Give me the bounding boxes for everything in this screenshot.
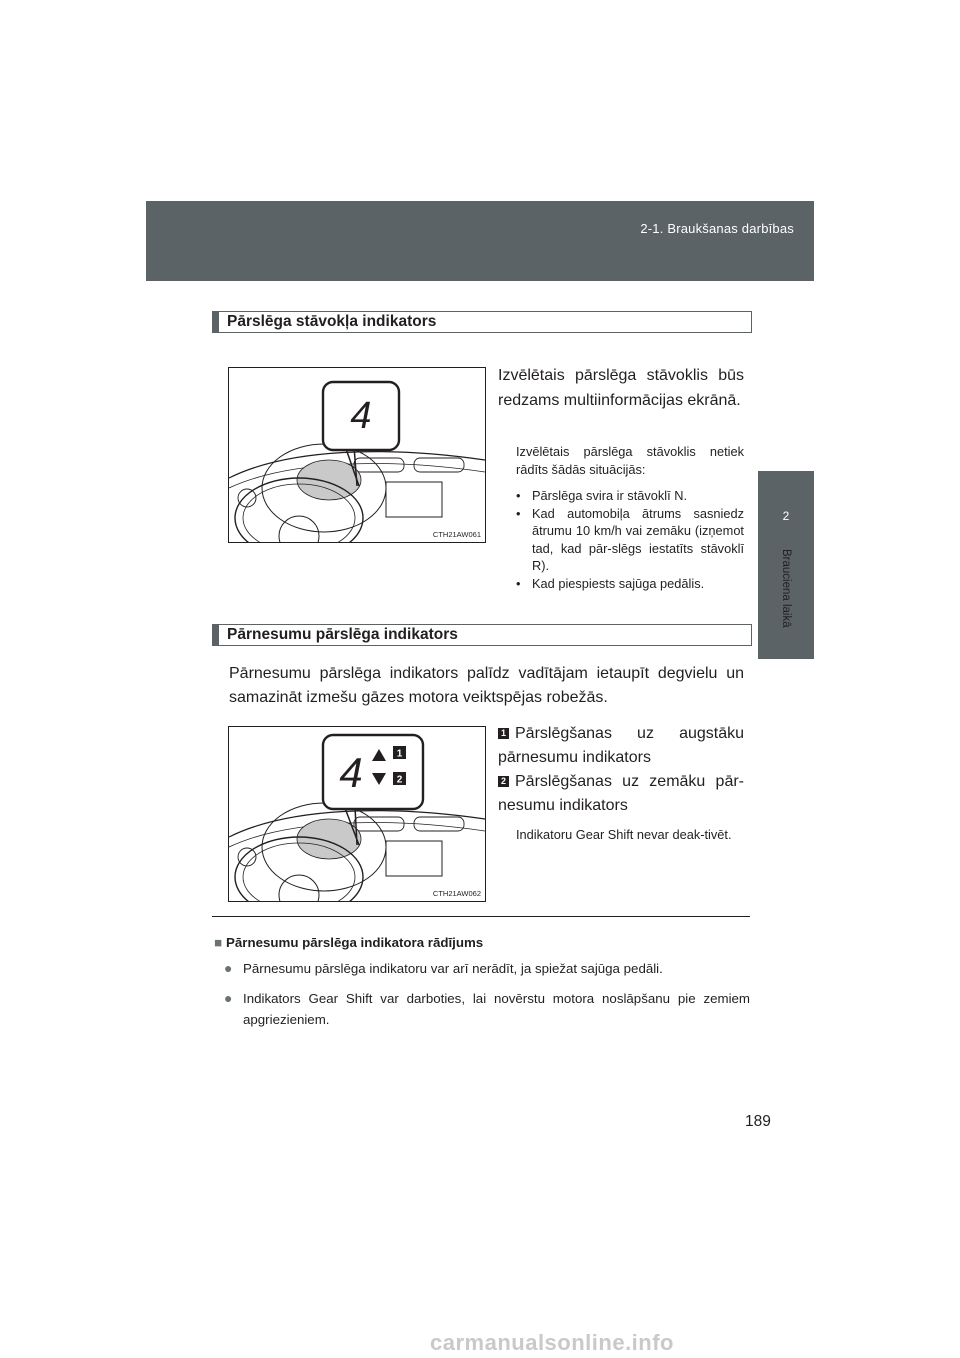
indicator-item-2: 2 Pārslēgšanas uz zemāku pār-nesumu indikators [498, 773, 744, 814]
condition-list [516, 487, 744, 592]
section2-intro: Pārnesumu pārslēga indikators palīdz vadītājam ietaupīt degvielu un samazināt izmešu gāzes motora veiktspējas robežās. [229, 665, 744, 706]
section1-intro: Izvēlētais pārslēga stāvoklis būs redzams multiinformācijas ekrānā. [498, 367, 744, 409]
item-number: 2 [498, 776, 509, 787]
callout-digit: 4 [350, 395, 372, 437]
figure-gear-shift [228, 726, 486, 902]
watermark: carmanualsonline.info [430, 1330, 674, 1355]
footnote-item: ● Indikators Gear Shift var darboties, lai novērstu motora noslāpšanu pie zemiem apgriezieniem. [224, 990, 750, 1027]
header-band [146, 201, 814, 281]
circle-bullet-icon: ● [224, 990, 233, 1006]
dashboard-illustration [229, 727, 485, 901]
section-title-bar-2 [212, 624, 752, 646]
section2-note: Indikatoru Gear Shift nevar deak-tivēt. [516, 827, 732, 842]
footnote-item: ● Pārnesumu pārslēga indikatoru var arī nerādīt, ja spiežat sajūga pedāli. [224, 958, 750, 979]
figure-code: CTH21AW062 [432, 889, 481, 898]
chapter-label: Braucienа laikā [780, 549, 792, 628]
breadcrumb: 2-1. Braukšanas darbības [640, 221, 794, 236]
section-marker [213, 625, 219, 645]
figure-code: CTH21AW061 [432, 530, 481, 539]
section-title: Pārslēga stāvokļa indikators [227, 313, 437, 330]
list-item: • Kad piespiests sajūga pedālis. [516, 575, 705, 591]
badge-1-label: 1 [396, 748, 403, 760]
list-item: • Kad automobiļa ātrums sasniedz ātrumu 10 km/h vai zemāku (izņemot tad, kad pār-slēgs iestatīts stāvoklī R). [516, 505, 744, 573]
square-bullet-icon: ■ [214, 935, 223, 950]
chapter-number: 2 [782, 509, 790, 523]
divider [212, 916, 750, 917]
bullet-dot: • [516, 488, 521, 503]
badge-2-label: 2 [396, 774, 403, 786]
bullet-dot: • [516, 575, 521, 591]
item-number: 1 [498, 728, 509, 739]
section-title: Pārnesumu pārslēga indikators [227, 626, 458, 643]
list-item: • Pārslēga svira ir stāvoklī N. [516, 488, 688, 503]
callout-digit: 4 [339, 749, 363, 796]
footnote-title: ■ Pārnesumu pārslēga indikatora rādījums [214, 935, 484, 950]
section1-note: Izvēlētais pārslēga stāvoklis netiek rādīts šādās situācijās: [516, 444, 744, 477]
bullet-dot: • [516, 505, 521, 521]
section-title-bar-1 [212, 311, 752, 333]
dashboard-illustration [229, 368, 485, 542]
page-number: 189 [745, 1113, 771, 1130]
circle-bullet-icon: ● [224, 960, 233, 976]
figure-shift-position [228, 367, 486, 543]
section-marker [213, 312, 219, 332]
indicator-item-1: 1 Pārslēgšanas uz augstāku pārnesumu indikators [498, 725, 744, 766]
